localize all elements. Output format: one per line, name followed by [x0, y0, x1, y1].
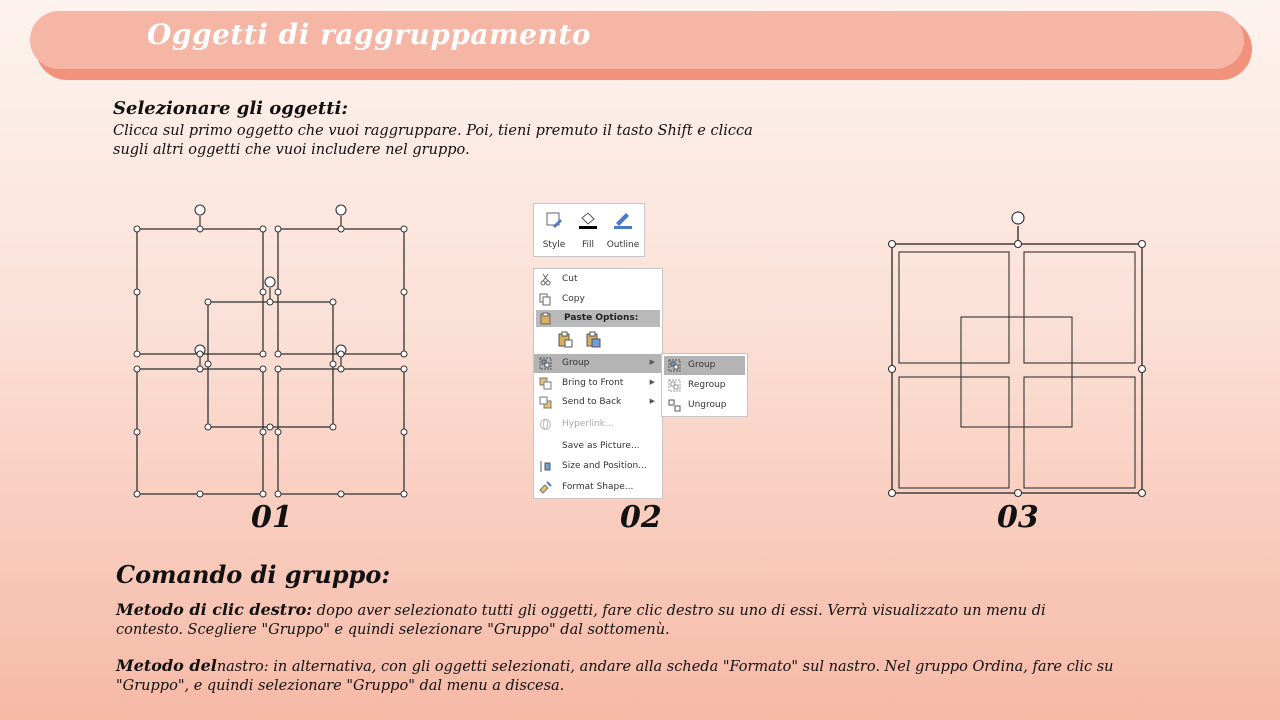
menu-item-group[interactable]: [534, 354, 662, 373]
submenu-arrow-icon: ▶: [649, 397, 655, 405]
menu-item-size-and-position[interactable]: [534, 457, 662, 476]
menu-item-label: Send to Back: [562, 397, 622, 407]
mini-toolbar: [533, 203, 645, 257]
right-click-method-label: Metodo di clic destro:: [116, 600, 313, 619]
paste-picture-icon[interactable]: [584, 331, 602, 349]
menu-item-label: Hyperlink...: [562, 419, 614, 429]
menu-item-format-shape[interactable]: [534, 478, 662, 497]
right-click-method-text: dopo aver selezionato tutti gli oggetti, fare clic destro su uno di essi. Verrà visualizzato un menu di contesto. Scegliere "Gruppo" e quindi selezionare "Gruppo" dal sottomenù.: [116, 603, 1046, 638]
selection-body: Clicca sul primo oggetto che vuoi raggruppare. Poi, tieni premuto il tasto Shift e clicca sugli altri oggetti che vuoi includere nel gruppo.: [113, 123, 753, 158]
ribbon-method-paragraph: [116, 656, 1116, 696]
copy-icon: [539, 293, 552, 306]
regroup-icon: [668, 379, 681, 392]
submenu-item-label: Ungroup: [688, 400, 727, 410]
submenu-item-group[interactable]: [664, 356, 745, 375]
diagram-selected-shapes: [125, 198, 420, 503]
menu-item-label: Copy: [562, 294, 585, 304]
paste-options-label: Paste Options:: [564, 313, 639, 323]
slide-title: Oggetti di raggruppamento: [147, 18, 591, 51]
paste-icon: [539, 312, 552, 325]
paste-keep-formatting-icon[interactable]: [556, 331, 574, 349]
ribbon-method-text: nastro: in alternativa, con gli oggetti selezionati, andare alla scheda "Formato" sul nastro. Nel gruppo Ordina, fare clic su "Gruppo", e quindi selezionare "Gruppo" dal menu a discesa.: [116, 659, 1114, 694]
menu-item-save-as-picture[interactable]: [534, 437, 662, 456]
menu-item-cut[interactable]: [534, 270, 662, 289]
send-to-back-icon: [539, 396, 552, 409]
right-click-method-paragraph: [116, 600, 1116, 640]
context-menu: [533, 268, 663, 499]
menu-item-label: Cut: [562, 274, 578, 284]
outline-button[interactable]: [606, 208, 640, 252]
diagram-grouped-shapes: [880, 205, 1155, 505]
menu-item-label: Format Shape...: [562, 482, 634, 492]
submenu-item-label: Group: [688, 360, 716, 370]
style-button[interactable]: [537, 208, 571, 252]
ribbon-method-label: Metodo del: [116, 656, 217, 675]
hyperlink-icon: [539, 418, 552, 431]
menu-item-hyperlink[interactable]: [534, 415, 662, 434]
scissors-icon: [539, 273, 552, 286]
fill-label: Fill: [581, 240, 595, 250]
selection-heading: Selezionare gli oggetti:: [113, 98, 349, 119]
size-position-icon: [539, 460, 552, 473]
step-number-3: 03: [997, 500, 1039, 535]
menu-item-label: Bring to Front: [562, 378, 624, 388]
style-icon: [544, 210, 564, 230]
fill-bucket-icon: [577, 210, 599, 230]
group-icon: [668, 359, 681, 372]
style-label: Style: [542, 240, 566, 250]
submenu-item-regroup[interactable]: [664, 376, 745, 395]
submenu-arrow-icon: ▶: [649, 358, 655, 366]
menu-item-label: Group: [562, 358, 590, 368]
menu-item-send-to-back[interactable]: [534, 393, 662, 412]
submenu-item-ungroup[interactable]: [664, 396, 745, 415]
bring-to-front-icon: [539, 377, 552, 390]
paste-options-header: [536, 310, 660, 327]
menu-item-label: Save as Picture...: [562, 441, 640, 451]
step-number-1: 01: [251, 500, 293, 535]
submenu-item-label: Regroup: [688, 380, 726, 390]
fill-button[interactable]: [571, 208, 605, 252]
ungroup-icon: [668, 399, 681, 412]
group-command-heading: Comando di gruppo:: [116, 560, 391, 589]
group-icon: [539, 357, 552, 370]
group-submenu: [661, 353, 748, 417]
outline-pen-icon: [612, 210, 634, 230]
menu-item-copy[interactable]: [534, 290, 662, 309]
submenu-arrow-icon: ▶: [649, 378, 655, 386]
menu-item-bring-to-front[interactable]: [534, 374, 662, 393]
menu-item-label: Size and Position...: [562, 461, 647, 471]
outline-label: Outline: [606, 240, 640, 250]
step-number-2: 02: [620, 500, 662, 535]
format-shape-icon: [539, 481, 552, 494]
